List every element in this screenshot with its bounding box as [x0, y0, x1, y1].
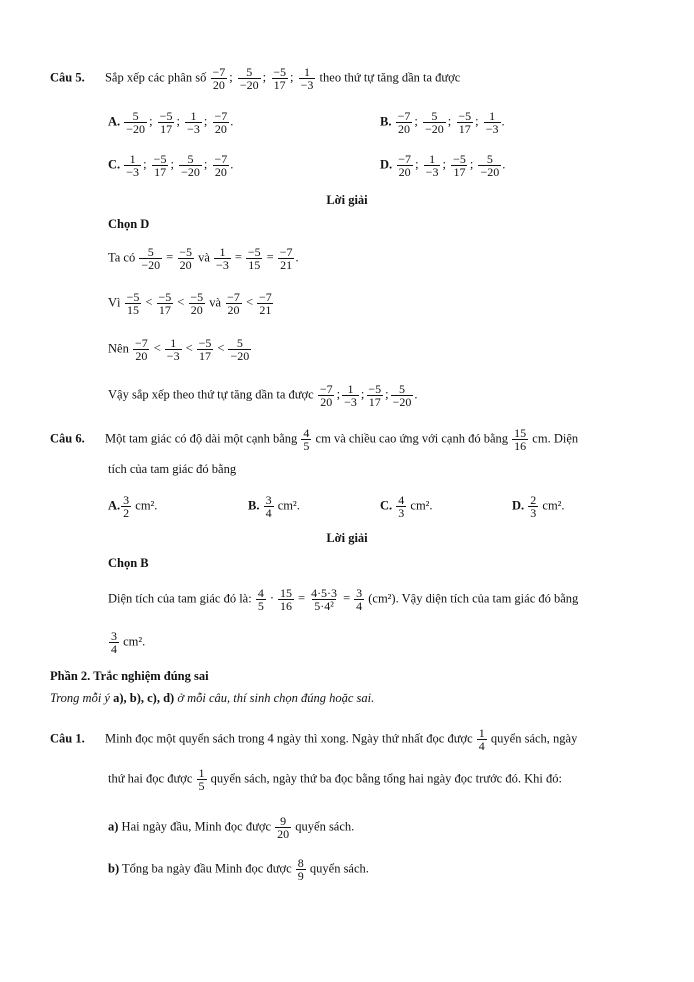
- fraction: $\frac{-7}{20}$: [134, 336, 148, 363]
- fraction: $\frac{15}{16}$: [280, 586, 292, 613]
- fraction: $\frac{-5}{15}$: [247, 245, 261, 272]
- fraction: $\frac{-5}{17}$: [198, 336, 212, 363]
- fraction: $\frac{2}{3}$: [530, 493, 537, 520]
- q6-solution-heading: Lời giải: [326, 531, 368, 545]
- fraction: $\frac{1}{-3}$: [344, 382, 357, 409]
- q5-option-c: C. $\frac{1}{-3}$ ; $\frac{-5}{17}$ ; $\frac{5}{-20}$ ; $\frac{-7}{20}$ .: [108, 152, 234, 179]
- fraction: $\frac{1}{4}$: [478, 726, 485, 753]
- fraction: $\frac{-5}{17}$: [273, 65, 287, 92]
- part2-instruction: Trong mỗi ý a), b), c), d) ở mỗi câu, thí sinh chọn đúng hoặc sai.: [50, 691, 375, 705]
- fraction: $\frac{4}{3}$: [398, 493, 405, 520]
- fraction: $\frac{-5}{15}$: [126, 290, 140, 317]
- fraction: $\frac{-7}{20}$: [214, 152, 228, 179]
- q1-item-a: a) Hai ngày đầu, Minh đọc được $\frac{9}{20}$ quyển sách.: [108, 814, 355, 841]
- fraction: $\frac{5}{-20}$: [230, 336, 250, 363]
- fraction: $\frac{3}{4}$: [111, 629, 117, 656]
- part2-heading: Phần 2. Trắc nghiệm đúng sai: [50, 669, 209, 683]
- q5-option-d: D. $\frac{-7}{20}$ ; $\frac{1}{-3}$ ; $\frac{-5}{17}$ ; $\frac{5}{-20}$ .: [380, 152, 506, 179]
- fraction: $\frac{-7}{20}$: [212, 65, 226, 92]
- q1-stem-line: Câu 1. Minh đọc một quyển sách trong 4 ngày thì xong. Ngày thứ nhất đọc được $\frac{1}{4}$ quyển sách, ngày: [50, 726, 578, 753]
- fraction: $\frac{1}{-3}$: [300, 65, 314, 92]
- q6-option-d: D. $\frac{2}{3}$ cm².: [512, 493, 565, 520]
- q6-solution-final: $\frac{3}{4}$ cm².: [111, 629, 146, 656]
- fraction: $\frac{-5}{17}$: [158, 290, 172, 317]
- fraction: $\frac{9}{20}$: [277, 814, 290, 841]
- q6-stem-line: Câu 6. Một tam giác có độ dài một cạnh bằng $\frac{4}{5}$ cm và chiều cao ứng với cạnh đó bằng $\frac{15}{16}$ cm. Diện: [50, 426, 579, 453]
- q6-option-b: B. $\frac{3}{4}$ cm².: [248, 493, 300, 520]
- fraction: $\frac{-5}{17}$: [159, 109, 173, 136]
- q5-stem-pre: Sắp xếp các phân số: [104, 70, 207, 85]
- fraction: $\frac{1}{-3}$: [166, 336, 180, 363]
- q5-choice: Chọn D: [108, 217, 150, 231]
- fraction: $\frac{-5}{17}$: [453, 152, 466, 179]
- fraction: $\frac{1}{-3}$: [126, 152, 140, 179]
- fraction: $\frac{4}{5}$: [303, 426, 310, 453]
- fraction: $\frac{-5}{20}$: [179, 245, 192, 272]
- fraction: $\frac{3}{2}$: [123, 493, 130, 520]
- q1-stem-line-2: thứ hai đọc được $\frac{1}{5}$ quyển sách, ngày thứ ba đọc bằng tổng hai ngày đọc trước đó. Khi đó:: [108, 766, 562, 793]
- fraction: $\frac{-5}{20}$: [190, 290, 204, 317]
- fraction: $\frac{1}{-3}$: [485, 109, 499, 136]
- q6-stem-line-2: tích của tam giác đó bằng: [108, 462, 237, 476]
- fraction: $\frac{5}{-20}$: [392, 382, 412, 409]
- q1-label: Câu 1.: [50, 731, 85, 746]
- fraction: $\frac{5}{-20}$: [181, 152, 200, 179]
- fraction: $\frac{8}{9}$: [297, 856, 304, 883]
- fraction: $\frac{3}{4}$: [265, 493, 272, 520]
- q5-stem-line: Câu 5. Sắp xếp các phân số $\frac{-7}{20}$ ; $\frac{5}{-20}$ ; $\frac{-5}{17}$ ; $\frac{1}{-3}$ theo thứ tự tăng dần ta được: [50, 65, 461, 92]
- q5-option-b: B. $\frac{-7}{20}$ ; $\frac{5}{-20}$ ; $\frac{-5}{17}$ ; $\frac{1}{-3}$ .: [380, 109, 505, 136]
- fraction: $\frac{-5}{17}$: [368, 382, 382, 409]
- fraction: $\frac{4\cdot 5\cdot 3}{\text{5·4²}}$: [311, 586, 338, 613]
- fraction: $\frac{5}{-20}$: [126, 109, 146, 136]
- fraction: $\frac{5}{-20}$: [141, 245, 161, 272]
- fraction: $\frac{4}{5}$: [257, 586, 264, 613]
- fraction: $\frac{-7}{20}$: [397, 109, 411, 136]
- q6-label: Câu 6.: [50, 431, 85, 446]
- fraction: $\frac{5}{-20}$: [480, 152, 500, 179]
- fraction: $\frac{-7}{20}$: [227, 290, 240, 317]
- q6-solution-line: Diện tích của tam giác đó là: $\frac{4}{5}$ · $\frac{15}{16}$ = $\frac{4\cdot 5\cdot 3}{\text{5·4²}}$ = $\frac{3}{4}$ (cm²). Vậy diện tích của tam giác đó bằng: [108, 586, 579, 613]
- q5-label: Câu 5.: [50, 70, 85, 85]
- q5-solution-line-1: Ta có $\frac{5}{-20}$ = $\frac{-5}{20}$ và $\frac{1}{-3}$ = $\frac{-5}{15}$ = $\frac{-7}{21}$ .: [108, 245, 299, 272]
- fraction: $\frac{1}{-3}$: [216, 245, 229, 272]
- q1-item-b: b) Tổng ba ngày đầu Minh đọc được $\frac{8}{9}$ quyển sách.: [108, 856, 369, 883]
- q5-solution-line-4: Vậy sắp xếp theo thứ tự tăng dần ta được $\frac{-7}{20}$ ; $\frac{1}{-3}$ ; $\frac{-5}{17}$ ; $\frac{5}{-20}$ .: [108, 382, 418, 409]
- q5-solution-heading: Lời giải: [326, 193, 368, 207]
- q6-option-a: A. $\frac{3}{2}$ cm².: [108, 493, 158, 520]
- fraction: $\frac{-5}{17}$: [153, 152, 167, 179]
- q6-option-c: C. $\frac{4}{3}$ cm².: [380, 493, 433, 520]
- q5-option-a: A. $\frac{5}{-20}$ ; $\frac{-5}{17}$ ; $\frac{1}{-3}$ ; $\frac{-7}{20}$ .: [108, 109, 234, 136]
- fraction: $\frac{1}{-3}$: [187, 109, 200, 136]
- fraction: $\frac{-7}{20}$: [398, 152, 412, 179]
- fraction: $\frac{3}{4}$: [356, 586, 363, 613]
- fraction: $\frac{1}{-3}$: [425, 152, 439, 179]
- fraction: $\frac{-7}{20}$: [319, 382, 333, 409]
- q6-choice: Chọn B: [108, 556, 149, 570]
- fraction: $\frac{-7}{20}$: [214, 109, 228, 136]
- fraction: $\frac{15}{16}$: [514, 426, 527, 453]
- fraction: $\frac{5}{-20}$: [239, 65, 259, 92]
- q5-solution-line-3: Nên $\frac{-7}{20}$ < $\frac{1}{-3}$ < $\frac{-5}{17}$ < $\frac{5}{-20}$: [108, 336, 250, 363]
- fraction: $\frac{-7}{21}$: [259, 290, 272, 317]
- fraction: $\frac{1}{5}$: [198, 766, 205, 793]
- fraction: $\frac{-5}{17}$: [458, 109, 472, 136]
- fraction: $\frac{5}{-20}$: [424, 109, 444, 136]
- fraction: $\frac{-7}{21}$: [279, 245, 293, 272]
- q5-stem-post: theo thứ tự tăng dần ta được: [319, 70, 461, 85]
- q5-solution-line-2: Vì $\frac{-5}{15}$ < $\frac{-5}{17}$ < $\frac{-5}{20}$ và $\frac{-7}{20}$ < $\frac{-7}{21}$: [108, 290, 272, 317]
